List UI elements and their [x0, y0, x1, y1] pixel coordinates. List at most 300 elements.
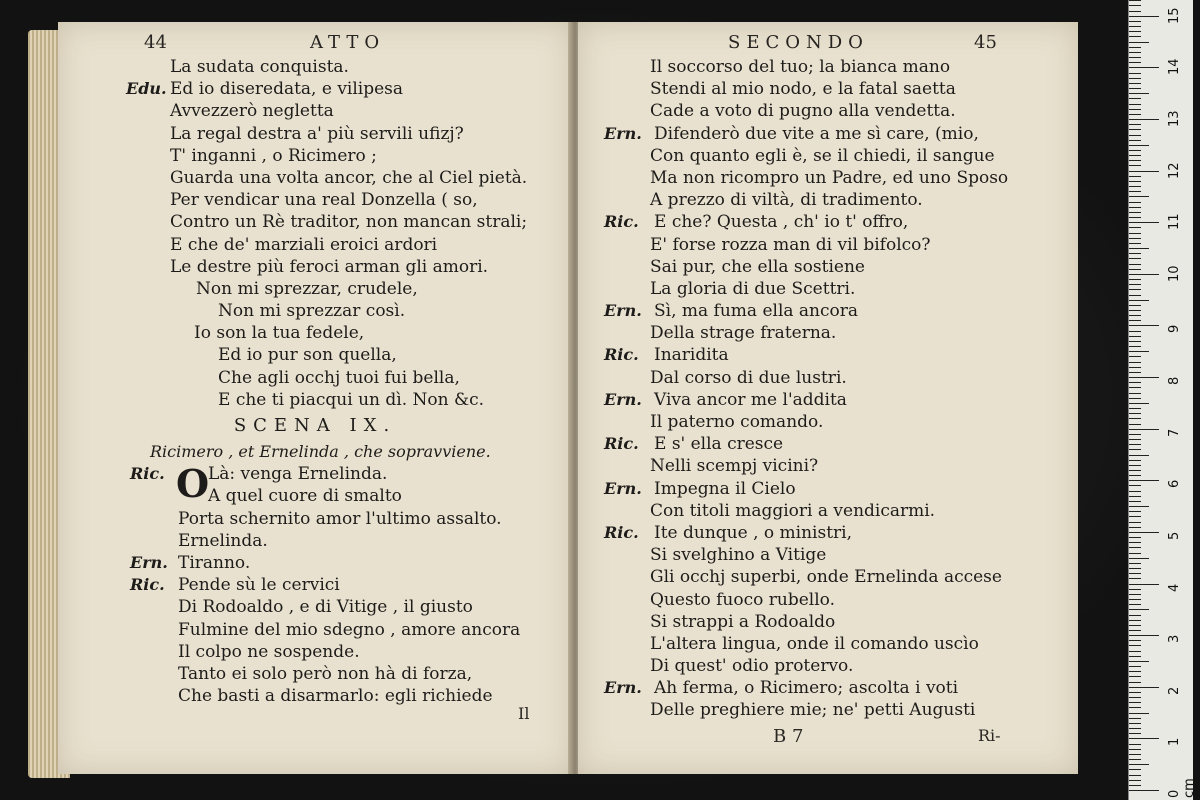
text-line	[578, 455, 1078, 477]
ruler-tick	[1129, 186, 1141, 187]
verse-text: Tiranno.	[178, 552, 251, 573]
ruler-tick	[1129, 0, 1141, 1]
verse-text: Ah ferma, o Ricimero; ascolta i voti	[654, 678, 959, 699]
text-line	[578, 589, 1078, 611]
ruler-tick	[1129, 754, 1141, 755]
text-line	[58, 619, 572, 641]
ruler-tick	[1129, 341, 1141, 342]
ruler-tick	[1129, 790, 1159, 791]
text-line	[578, 500, 1078, 522]
text-line	[578, 522, 1078, 544]
speaker-label: Ern.	[130, 552, 168, 572]
ruler-tick	[1129, 537, 1141, 538]
ruler-tick	[1129, 212, 1141, 213]
ruler-tick	[1129, 227, 1141, 228]
verse-text: Porta schernito amor l'ultimo assalto.	[178, 508, 502, 529]
speaker-label: Ern.	[604, 123, 642, 143]
ruler-tick	[1129, 181, 1141, 182]
text-line	[578, 300, 1078, 322]
ruler-tick	[1129, 707, 1141, 708]
ruler-label: 4	[1167, 583, 1182, 592]
ruler-tick	[1129, 573, 1141, 574]
ruler-tick	[1129, 248, 1149, 249]
verse-text: Le destre più feroci arman gli amori.	[170, 256, 489, 277]
ruler-tick	[1129, 83, 1141, 84]
verse-text: T' inganni , o Ricimero ;	[170, 145, 377, 166]
verse-text: Io son la tua fedele,	[194, 323, 365, 344]
verse-text: La regal destra a' più servili ufizj?	[170, 123, 464, 144]
verse-text: Di Rodoaldo , e di Vitige , il giusto	[178, 597, 473, 618]
verse-text: L'altera lingua, onde il comando uscìo	[650, 633, 979, 654]
ruler-tick	[1129, 104, 1141, 105]
ruler-label: 1	[1167, 738, 1182, 747]
running-head: SECONDO	[728, 32, 869, 53]
page-number: 44	[144, 32, 167, 53]
text-line	[58, 278, 572, 300]
verse-text: La sudata conquista.	[170, 57, 349, 77]
verse-text: A prezzo di viltà, di tradimento.	[650, 190, 923, 211]
ruler-tick	[1129, 150, 1141, 151]
ruler-tick	[1129, 362, 1141, 363]
text-line	[58, 211, 572, 233]
ruler-tick	[1129, 336, 1141, 337]
text-line	[578, 566, 1078, 588]
running-head: ATTO	[310, 32, 386, 53]
ruler-tick	[1129, 238, 1141, 239]
ruler-tick	[1129, 640, 1141, 641]
ruler-tick	[1129, 372, 1141, 373]
ruler-tick	[1129, 305, 1141, 306]
ruler-tick	[1129, 661, 1149, 662]
ruler-tick	[1129, 780, 1141, 781]
ruler-tick	[1129, 599, 1141, 600]
ruler-tick	[1129, 615, 1141, 616]
ruler-tick	[1129, 465, 1141, 466]
ruler-tick	[1129, 382, 1141, 383]
verse-text: Si svelghino a Vitige	[650, 545, 827, 566]
ruler-tick	[1129, 723, 1141, 724]
ruler-tick	[1129, 418, 1141, 419]
verse-text: Della strage fraterna.	[650, 323, 837, 344]
ruler-tick	[1129, 398, 1141, 399]
ruler-tick	[1129, 439, 1141, 440]
ruler-tick	[1129, 692, 1141, 693]
ruler-tick	[1129, 165, 1141, 166]
ruler-tick	[1129, 738, 1159, 739]
text-line	[58, 485, 572, 507]
ruler-label: 12	[1167, 162, 1182, 179]
scene-title: SCENA IX.	[233, 415, 397, 436]
speaker-label: Ern.	[604, 478, 642, 498]
ruler-tick	[1129, 759, 1141, 760]
verse-text: Ma non ricompro un Padre, ed uno Sposo	[650, 167, 1009, 188]
text-line	[58, 256, 572, 278]
text-line	[578, 78, 1078, 100]
text-line	[58, 389, 572, 411]
ruler-tick	[1129, 475, 1141, 476]
ruler-tick	[1129, 718, 1141, 719]
text-line	[58, 189, 572, 211]
verse-text: Il colpo ne sospende.	[178, 641, 360, 662]
verse-text: Si strappi a Rodoaldo	[650, 611, 836, 632]
verse-text: Sai pur, che ella sostiene	[650, 256, 865, 277]
text-line	[58, 685, 572, 707]
text-line	[58, 56, 572, 78]
ruler-tick	[1129, 532, 1159, 533]
ruler-tick	[1129, 21, 1141, 22]
text-line	[578, 234, 1078, 256]
ruler-tick	[1129, 36, 1141, 37]
ruler-tick	[1129, 563, 1141, 564]
ruler-tick	[1129, 630, 1141, 631]
ruler-tick	[1129, 775, 1141, 776]
ruler-tick	[1129, 460, 1141, 461]
ruler-tick	[1129, 620, 1141, 621]
ruler-tick	[1129, 202, 1141, 203]
speaker-label: Ric.	[604, 212, 639, 232]
ruler-tick	[1129, 320, 1141, 321]
text-line	[58, 322, 572, 344]
text-line	[58, 167, 572, 189]
ruler-tick	[1129, 764, 1149, 765]
ruler-tick	[1129, 733, 1141, 734]
text-line	[58, 100, 572, 122]
verse-text: E s' ella cresce	[654, 434, 784, 455]
ruler-tick	[1129, 511, 1141, 512]
ruler-tick	[1129, 444, 1141, 445]
verse-text: La gloria di due Scettri.	[650, 278, 856, 299]
measurement-ruler	[1128, 0, 1197, 800]
ruler-label: 10	[1167, 265, 1182, 282]
text-line	[58, 663, 572, 685]
ruler-tick	[1129, 387, 1141, 388]
ruler-label: 6	[1167, 480, 1182, 489]
ruler-tick	[1129, 119, 1159, 120]
ruler-tick	[1129, 295, 1141, 296]
text-line	[58, 344, 572, 366]
ruler-label: 11	[1167, 213, 1182, 231]
ruler-tick	[1129, 331, 1141, 332]
ruler-tick	[1129, 491, 1141, 492]
ruler-tick	[1129, 217, 1141, 218]
ruler-tick	[1129, 351, 1149, 352]
ruler-tick	[1129, 367, 1141, 368]
ruler-tick	[1129, 558, 1149, 559]
text-line	[578, 278, 1078, 300]
ruler-tick	[1129, 47, 1141, 48]
ruler-label: 15	[1167, 7, 1182, 24]
ruler-tick	[1129, 568, 1141, 569]
ruler-label: 2	[1167, 686, 1182, 695]
text-line	[578, 699, 1078, 721]
ruler-tick	[1129, 300, 1149, 301]
ruler-tick	[1129, 114, 1141, 115]
ruler-tick	[1129, 160, 1141, 161]
ruler-tick	[1129, 109, 1141, 110]
text-line	[578, 367, 1078, 389]
ruler-tick	[1129, 506, 1149, 507]
verse-text: E che ti piacqui un dì. Non &c.	[218, 389, 485, 410]
text-line	[58, 300, 572, 322]
verse-text: Viva ancor me l'addita	[654, 389, 847, 410]
ruler-tick	[1129, 11, 1141, 12]
ruler-tick	[1129, 393, 1141, 394]
ruler-tick	[1129, 403, 1149, 404]
ruler-tick	[1129, 356, 1141, 357]
ruler-tick	[1129, 124, 1141, 125]
ruler-tick	[1129, 769, 1141, 770]
text-line	[578, 211, 1078, 233]
text-line	[58, 530, 572, 552]
ruler-label: 8	[1167, 376, 1182, 386]
text-line	[58, 123, 572, 145]
text-line	[578, 611, 1078, 633]
ruler-tick	[1129, 155, 1141, 156]
text-line	[58, 574, 572, 596]
verse-text: Impegna il Cielo	[654, 478, 796, 499]
verse-text: Ite dunque , o ministri,	[654, 522, 852, 543]
text-line	[578, 433, 1078, 455]
ruler-label: 5	[1167, 531, 1182, 540]
verse-text: Questo fuoco rubello.	[650, 589, 836, 610]
text-line	[578, 655, 1078, 677]
ruler-tick	[1129, 547, 1141, 548]
ruler-tick	[1129, 589, 1141, 590]
text-line	[578, 123, 1078, 145]
ruler-tick	[1129, 315, 1141, 316]
ruler-tick	[1129, 434, 1141, 435]
catchword: Il	[518, 704, 530, 723]
text-line	[58, 508, 572, 530]
ruler-label: 7	[1167, 428, 1182, 437]
ruler-tick	[1129, 470, 1141, 471]
ruler-tick	[1129, 485, 1141, 486]
ruler-tick	[1129, 594, 1141, 595]
verse-text: Nelli scempj vicini?	[650, 456, 819, 477]
verse-text: Che basti a disarmarlo: egli richiede	[178, 686, 493, 707]
speaker-label: Ern.	[604, 678, 642, 698]
ruler-tick	[1129, 135, 1141, 136]
ruler-tick	[1129, 196, 1149, 197]
ruler-tick	[1129, 609, 1149, 610]
text-line	[578, 411, 1078, 433]
verse-text: Inaridita	[654, 345, 729, 366]
ruler-tick	[1129, 713, 1149, 714]
ruler-tick	[1129, 98, 1141, 99]
verse-text: Contro un Rè traditor, non mancan strali;	[170, 212, 528, 233]
ruler-tick	[1129, 16, 1159, 17]
ruler-tick	[1129, 496, 1141, 497]
verse-text: Non mi sprezzar, crudele,	[196, 278, 418, 299]
ruler-tick	[1129, 702, 1141, 703]
text-line	[58, 145, 572, 167]
speaker-label: Ric.	[130, 464, 165, 484]
ruler-tick	[1129, 542, 1141, 543]
ruler-tick	[1129, 697, 1141, 698]
speaker-label: Ric.	[604, 345, 639, 365]
speaker-label: Ric.	[130, 575, 165, 595]
text-line	[58, 367, 572, 389]
text-line	[58, 596, 572, 618]
verse-text: Il soccorso del tuo; la bianca mano	[650, 57, 951, 77]
ruler-tick	[1129, 171, 1159, 172]
ruler-tick	[1129, 62, 1141, 63]
ruler-tick	[1129, 424, 1141, 425]
ruler-tick	[1129, 145, 1149, 146]
signature-mark: B 7	[773, 726, 804, 747]
text-line	[578, 544, 1078, 566]
ruler-tick	[1129, 728, 1141, 729]
left-page	[58, 22, 572, 774]
ruler-tick	[1129, 501, 1141, 502]
verse-text: Di quest' odio protervo.	[650, 656, 854, 677]
right-page	[578, 22, 1078, 774]
verse-text: Fulmine del mio sdegno , amore ancora	[178, 619, 521, 640]
ruler-tick	[1129, 310, 1141, 311]
text-line	[578, 100, 1078, 122]
ruler-tick	[1129, 553, 1141, 554]
ruler-tick	[1129, 284, 1141, 285]
ruler-tick	[1129, 408, 1141, 409]
verse-text: Il paterno comando.	[650, 412, 824, 432]
verse-text: Per vendicar una real Donzella ( so,	[170, 190, 478, 211]
ruler-tick	[1129, 522, 1141, 523]
ruler-tick	[1129, 676, 1141, 677]
ruler-tick	[1129, 264, 1141, 265]
verse-text: Con quanto egli è, se il chiedi, il sangue	[650, 145, 995, 166]
verse-text: Difenderò due vite a me sì care, (mio,	[654, 123, 979, 144]
verse-text: E che? Questa , ch' io t' offro,	[654, 212, 909, 233]
text-line	[578, 322, 1078, 344]
ruler-tick	[1129, 243, 1141, 244]
ruler-tick	[1129, 289, 1141, 290]
ruler-tick	[1129, 584, 1159, 585]
ruler-tick	[1129, 480, 1159, 481]
verse-text: E che de' marziali eroici ardori	[170, 234, 438, 255]
ruler-tick	[1129, 635, 1159, 636]
verse-text: E' forse rozza man di vil bifolco?	[650, 234, 931, 255]
ruler-tick	[1129, 52, 1141, 53]
ruler-tick	[1129, 666, 1141, 667]
ruler-label: 3	[1167, 634, 1182, 644]
text-line	[58, 641, 572, 663]
ruler-tick	[1129, 191, 1141, 192]
ruler-tick	[1129, 413, 1141, 414]
text-line	[578, 344, 1078, 366]
verse-text: Pende sù le cervici	[178, 575, 340, 596]
ruler-label: 0 cm	[1167, 778, 1197, 798]
ruler-tick	[1129, 129, 1141, 130]
ruler-tick	[1129, 527, 1141, 528]
ruler-tick	[1129, 93, 1149, 94]
text-line	[578, 145, 1078, 167]
ruler-tick	[1129, 88, 1141, 89]
verse-text: Là: venga Ernelinda.	[208, 464, 388, 485]
text-line	[578, 256, 1078, 278]
verse-text: Tanto ei solo però non hà di forza,	[178, 663, 473, 684]
speaker-label: Edu.	[126, 79, 167, 99]
text-line	[58, 78, 572, 100]
ruler-label: 13	[1167, 110, 1182, 128]
ruler-tick	[1129, 73, 1141, 74]
text-line	[578, 56, 1078, 78]
ruler-tick	[1129, 140, 1141, 141]
speaker-label: Ern.	[604, 389, 642, 409]
speaker-label: Ern.	[604, 301, 642, 321]
ruler-tick	[1129, 26, 1141, 27]
ruler-tick	[1129, 78, 1141, 79]
text-line	[578, 167, 1078, 189]
ruler-tick	[1129, 258, 1141, 259]
ruler-tick	[1129, 516, 1141, 517]
ruler-tick	[1129, 651, 1141, 652]
ruler-tick	[1129, 207, 1141, 208]
stage-direction: Ricimero , et Ernelinda , che sopravviene.	[150, 442, 491, 461]
text-line	[578, 189, 1078, 211]
verse-text: Stendi al mio nodo, e la fatal saetta	[650, 79, 956, 100]
ruler-tick	[1129, 42, 1149, 43]
ruler-tick	[1129, 744, 1141, 745]
ruler-tick	[1129, 749, 1141, 750]
ruler-tick	[1129, 57, 1141, 58]
ruler-tick	[1129, 671, 1141, 672]
verse-text: Ernelinda.	[178, 530, 268, 551]
ruler-tick	[1129, 274, 1159, 275]
ruler-tick	[1129, 325, 1159, 326]
ruler-tick	[1129, 578, 1141, 579]
ruler-tick	[1129, 67, 1159, 68]
verse-text: Ed io pur son quella,	[218, 345, 397, 366]
speaker-label: Ric.	[604, 434, 639, 454]
verse-text: Dal corso di due lustri.	[650, 367, 847, 388]
ruler-tick	[1129, 455, 1149, 456]
verse-text: Che agli occhj tuoi fui bella,	[218, 367, 460, 388]
text-line	[578, 633, 1078, 655]
ruler-tick	[1129, 5, 1141, 6]
ruler-tick	[1129, 656, 1141, 657]
ruler-tick	[1129, 449, 1141, 450]
ruler-tick	[1129, 785, 1141, 786]
ruler-tick	[1129, 31, 1141, 32]
ruler-tick	[1129, 687, 1159, 688]
verse-text: A quel cuore di smalto	[208, 486, 402, 507]
ruler-tick	[1129, 233, 1141, 234]
ruler-tick	[1129, 682, 1141, 683]
verse-text: Delle preghiere mie; ne' petti Augusti	[650, 700, 976, 721]
ruler-tick	[1129, 429, 1159, 430]
ruler-tick	[1129, 604, 1141, 605]
text-line	[578, 389, 1078, 411]
page-number: 45	[974, 32, 997, 53]
verse-text: Sì, ma fuma ella ancora	[654, 301, 859, 322]
text-line	[58, 552, 572, 574]
ruler-label: 9	[1167, 325, 1182, 334]
verse-text: Gli occhj superbi, onde Ernelinda accese	[650, 567, 1002, 588]
right-text-block	[578, 56, 1078, 722]
ruler-tick	[1129, 279, 1141, 280]
ruler-tick	[1129, 377, 1159, 378]
drop-cap: O	[176, 461, 210, 507]
text-line	[578, 478, 1078, 500]
left-text-block	[58, 56, 572, 707]
text-line	[58, 234, 572, 256]
verse-text: Ed io diseredata, e vilipesa	[170, 79, 404, 100]
ruler-tick	[1129, 253, 1141, 254]
ruler-tick	[1129, 625, 1141, 626]
ruler-label: 14	[1167, 58, 1182, 76]
verse-text: Guarda una volta ancor, che al Ciel pietà.	[170, 167, 528, 188]
ruler-tick	[1129, 176, 1141, 177]
